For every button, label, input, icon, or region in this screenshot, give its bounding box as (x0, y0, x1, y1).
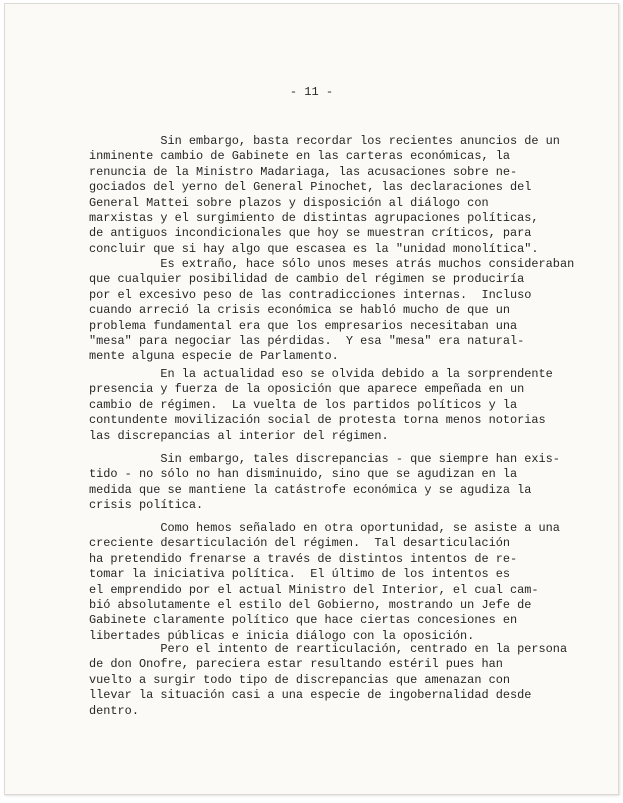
text-line: contundente movilización social de protesta torna menos notorias (89, 413, 546, 428)
page-number: - 11 - (289, 85, 334, 99)
paragraph-4 (89, 452, 560, 514)
text-line: Sin embargo, basta recordar los recientes anuncios de un (89, 134, 560, 148)
text-line: de antiguos incondicionales que hoy se muestran críticos, para (89, 226, 532, 241)
text-line: marxistas y el surgimiento de distintas agrupaciones políticas, (89, 210, 539, 225)
text-line: ha pretendido frenarse a través de distintos intentos de re- (89, 551, 518, 566)
text-line: Es extraño, hace sólo unos meses atrás muchos consideraban (89, 257, 575, 271)
text-line: libertades públicas e inicia diálogo con la oposición. (89, 628, 475, 643)
text-line: el emprendido por el actual Ministro del Interior, el cual cam- (89, 582, 539, 597)
text-line: Sin embargo, tales discrepancias - que siempre han exis- (89, 452, 560, 466)
text-line: En la actualidad eso se olvida debido a la sorprendente (89, 367, 553, 381)
text-line: Como hemos señalado en otra oportunidad, se asiste a una (89, 521, 560, 535)
text-line: de don Onofre, pareciera estar resultando estéril pues han (89, 657, 503, 672)
text-line: creciente desarticulación del régimen. Tal desarticulación (89, 536, 510, 551)
paragraph-5 (89, 521, 560, 644)
text-line: inminente cambio de Gabinete en las carteras económicas, la (89, 149, 510, 164)
text-line: Gabinete claramente político que hace ciertas concesiones en (89, 613, 518, 628)
paragraph-3 (89, 367, 553, 444)
text-line: llevar la situación casi a una especie de ingobernalidad desde (89, 688, 532, 703)
text-line: General Mattei sobre plazos y disposición al diálogo con (89, 195, 489, 210)
text-line: renuncia de la Ministro Madariaga, las acusaciones sobre ne- (89, 164, 518, 179)
text-line: por el excesivo peso de las contradicciones internas. Incluso (89, 287, 532, 302)
text-line: dentro. (89, 703, 139, 718)
text-line: presencia y fuerza de la oposición que aparece empeñada en un (89, 382, 525, 397)
text-line: problema fundamental era que los empresarios necesitaban una (89, 318, 518, 333)
text-line: las discrepancias al interior del régimen. (89, 428, 389, 443)
text-line: cambio de régimen. La vuelta de los partidos políticos y la (89, 397, 518, 412)
paragraph-6 (89, 642, 567, 719)
text-line: "mesa" para negociar las pérdidas. Y esa "mesa" era natural- (89, 333, 525, 348)
text-line: gociados del yerno del General Pinochet, las declaraciones del (89, 180, 532, 195)
text-line: que cualquier posibilidad de cambio del régimen se produciría (89, 272, 525, 287)
document-page (4, 3, 619, 795)
paragraph-2 (89, 257, 574, 365)
text-line: medida que se mantiene la catástrofe económica y se agudiza la (89, 482, 532, 497)
paragraph-1 (89, 134, 560, 257)
text-line: crisis política. (89, 498, 204, 513)
text-line: tido - no sólo no han disminuido, sino que se agudizan en la (89, 467, 518, 482)
text-line: mente alguna especie de Parlamento. (89, 349, 339, 364)
text-line: vuelto a surgir todo tipo de discrepancias que amenazan con (89, 672, 510, 687)
text-line: concluir que si hay algo que escasea es la "unidad monolítica". (89, 241, 539, 256)
text-line: Pero el intento de rearticulación, centrado en la persona (89, 642, 568, 656)
text-line: cuando arreció la crisis económica se habló mucho de que un (89, 303, 510, 318)
text-line: tomar la iniciativa política. El último de los intentos es (89, 567, 510, 582)
text-line: bió absolutamente el estilo del Gobierno, mostrando un Jefe de (89, 597, 532, 612)
